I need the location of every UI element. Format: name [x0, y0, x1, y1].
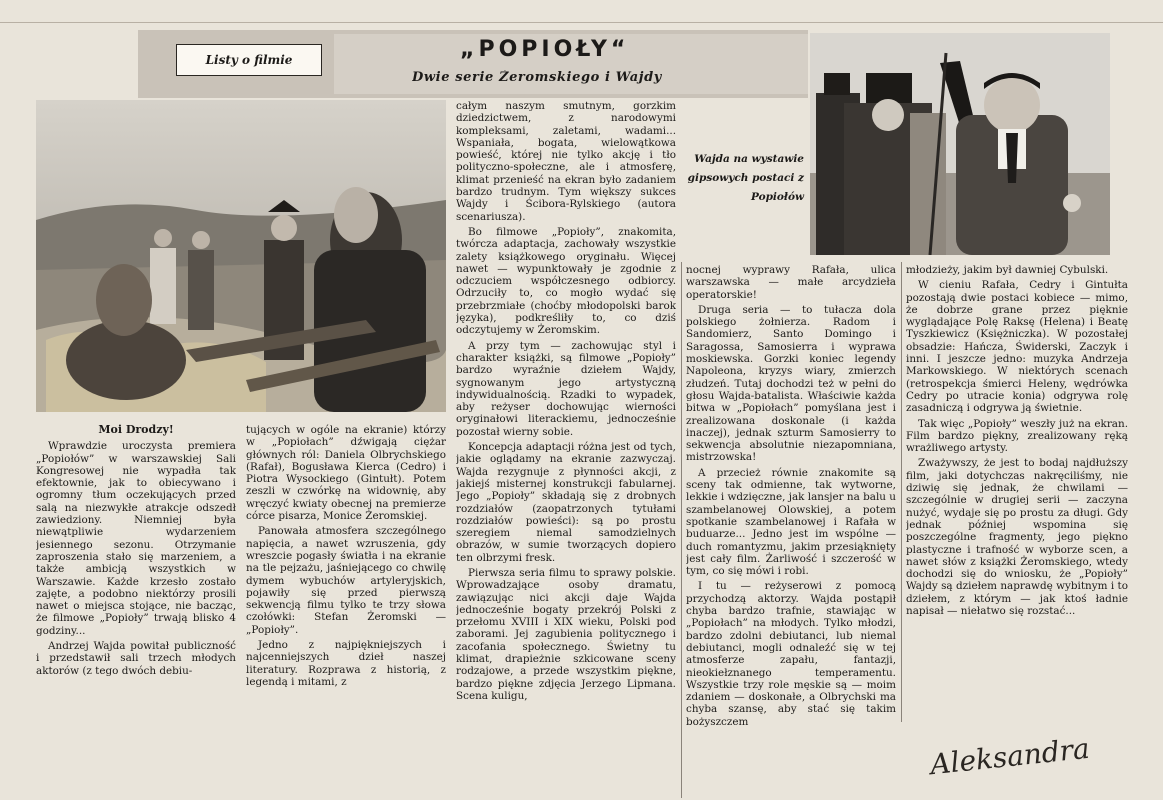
paragraph: W cieniu Rafała, Cedry i Gintułta pozostają dwie postaci kobiece — mimo, że dobrze grane przez pięknie wyglądające Polę Raksę (Helena) i Beatę Tyszkiewicz (Księżniczka). W pozostałej obsadzie: Hańcza, Świderski, Zaczyk i inni. I jeszcze jedno: muzyka Andrzeja Markowskiego. W niektórych scenach (retrospekcja śmierci Heleny, wędrówka Cedry po utracie konia) odgrywa rolę zasadniczą i odgrywa ją świetnie.: [906, 279, 1128, 415]
paragraph: Bo filmowe „Popioły”, znakomita, twórcza adaptacja, zachowały wszystkie zalety książkowego oryginału. Więcej nawet — wypunktowały je zgodnie z odczuciem współczesnego odbiorcy. Odrzuciły to, co mogło wydać się przebrzmiałe (choćby młodopolski barok języka), podkreśliły to, co dziś odczytujemy w Żeromskim.: [456, 225, 676, 337]
column-1: [36, 424, 236, 798]
section-kicker: [176, 44, 322, 76]
column-4: [686, 264, 896, 798]
paragraph: Jedno z najpiękniejszych i najcenniejszych dzieł naszej literatury. Rozprawa z historią, z legendą i mitami, z: [246, 639, 446, 688]
paragraph: Pierwsza seria filmu to sprawy polskie. Wprowadzające osoby dramatu, zawiązując nici akcji daje Wajda jednocześnie bogaty przekrój Polski z przełomu XVIII i XIX wieku, Polski pod zaborami. Jej zagubienia politycznego i zacofania społecznego. Świetny tu klimat, drapieżnie szkicowane sceny rodzajowe, a przede wszystkim piękne, bardzo piękne zdjęcia Jerzego Lipmana. Scena kuligu,: [456, 566, 676, 702]
column-5: [906, 264, 1128, 720]
paragraph: Zważywszy, że jest to bodaj najdłuższy film, jaki dotychczas nakręciliśmy, nie dziwię się jednak, że chwilami — szczególnie w drugiej serii — zaczyna nużyć, wydaje się po prostu za długi. Gdy jednak później wspomina się poszczególne fragmenty, jego piękno plastyczne i trafność w wyborze scen, a nawet słów z książki Żeromskiego, wtedy dochodzi się do wniosku, że „Popioły” Wajdy są dziełem naprawdę wybitnym i to dziełem, z którym — jak ktoś ładnie napisał — niełatwo się rozstać...: [906, 457, 1128, 618]
column-divider: [681, 262, 682, 798]
paragraph: tujących w ogóle na ekranie) którzy w „Popiołach” dźwigają ciężar głównych ról: Daniela Olbrychskiego (Rafał), Bogusława Kierca (Cedro) i Piotra Wysockiego (Gintułt). Potem zeszli w czwórkę na widownię, aby wręczyć kwiaty obecnej na premierze córce pisarza, Monice Żeromskiej.: [246, 424, 446, 523]
paragraph: Panowała atmosfera szczególnego napięcia, a nawet wzruszenia, gdy wreszcie pogasły światła i na ekranie na tle pejzażu, jaśniejącego co chwilę dymem wybuchów artyleryjskich, pojawiły się przed pierwszą sekwencją filmu tylko te trzy słowa czołówki: Stefan Żeromski — „Popioły”.: [246, 525, 446, 636]
column-divider: [901, 262, 902, 722]
top-rule: [0, 22, 1163, 23]
paragraph: Tak więc „Popioły” weszły już na ekran. Film bardzo piękny, zrealizowany ręką wrażliwego artysty.: [906, 417, 1128, 455]
greeting: Moi Drodzy!: [98, 424, 174, 436]
paragraph: I tu — reżyserowi z pomocą przychodzą aktorzy. Wajda postąpił chyba bardzo trafnie, stawiając w „Popiołach” na młodych. Tylko młodzi, bardzo zdolni debiutanci, lub niemal debiutanci, mogli odnaleźć się w tej atmosferze zapału, fantazji, nieokiełznanego temperamentu. Wszystkie trzy role męskie są — moim zdaniem — doskonałe, a Olbrychski ma chyba szansę, aby stać się takim bożyszczem: [686, 580, 896, 728]
side-photo: [810, 33, 1110, 255]
paragraph: Koncepcja adaptacji różna jest od tych, jakie oglądamy na ekranie zazwyczaj. Wajda rezygnuje z płynności akcji, z jakiejś misternej konstrukcji fabularnej. Jego „Popioły” składają się z drobnych rozdziałów (zaopatrzonych tytułami rozdziałów powieści): są po prostu szeregiem niemal samodzielnych obrazów, w sumie tworzących dopiero ten olbrzymi fresk.: [456, 441, 676, 564]
side-photo-caption: Wajda na wystawie gipsowych postaci z Popiołów: [687, 153, 804, 203]
column-3: [456, 100, 676, 798]
article-subtitle: Dwie serie Żeromskiego i Wajdy: [412, 70, 662, 85]
exhibition-plaster-figures-icon: [810, 33, 1110, 255]
paragraph: Druga seria — to tułacza dola polskiego żołnierza. Radom i Sandomierz, Santo Domingo i Saragossa, Samosierra i wyprawa moskiewska. Gorzki koniec legendy Napoleona, kryzys wiary, zmierzch złudzeń. Tutaj dochodzi też w pełni do głosu Wajda-batalista. Właściwie każda bitwa w „Popiołach” pomyślana jest i zrealizowana doskonale (i każda inaczej), jednak szturm Samosierry to sekwencja absolutnie niezapomniana, mistrzowska!: [686, 303, 896, 464]
column-2: [246, 424, 446, 798]
main-photo: [36, 100, 446, 412]
paragraph: całym naszym smutnym, gorzkim dziedzictwem, z narodowymi kompleksami, zaletami, wadami... Wspaniała, bogata, wielowątkowa powieść, której nie tylko akcję i tło polityczno-społeczne, ale i atmosferę, klimat przenieść na ekran było zadaniem bardzo trudnym. Tym większy sukces Wajdy i Ścibora-Rylskiego (autora scenariusza).: [456, 100, 676, 223]
paragraph: A przy tym — zachowując styl i charakter książki, są filmowe „Popioły” bardzo wyraźnie dziełem Wajdy, sygnowanym jego artystyczną indywidualnością. Rzadki to wypadek, aby reżyser dochowując wierności oryginałowi literackiemu, jednocześnie pozostał wierny sobie.: [456, 339, 676, 438]
kicker-label: Listy o filmie: [205, 53, 293, 67]
article-title: „POPIOŁY“: [460, 37, 630, 62]
paragraph: nocnej wyprawy Rafała, ulica warszawska — małe arcydzieła operatorskie!: [686, 264, 896, 301]
paragraph: Wprawdzie uroczysta premiera „Popiołów” w warszawskiej Sali Kongresowej nie wypadła tak efektownie, jak to obiecywano i ogromny tłum oczekujących przed salą na niezwykłe atrakcje odszedł zawiedziony. Niemniej była niewątpliwie wydarzeniem jesiennego sezonu. Otrzymanie zaproszenia stało się marzeniem, a także ambicją wszystkich w Warszawie. Każde krzesło zostało zajęte, a podobno niektórzy prosili nawet o miejsca stojące, nie bacząc, że filmowe „Popioły” trwają blisko 4 godziny...: [36, 440, 236, 637]
paragraph: Andrzej Wajda powitał publiczność i przedstawił sali trzech młodych aktorów (z tego dwóch debiu-: [36, 640, 236, 677]
paragraph: młodzieży, jakim był dawniej Cybulski.: [906, 264, 1109, 276]
paragraph: A przecież równie znakomite są sceny tak odmienne, tak wytworne, lekkie i wdzięczne, jak lansjer na balu u szambelanowej Olowskiej, a potem spotkanie szambelanowej i Rafała w buduarze... Jedno jest im wspólne — duch romantyzmu, jakim przesiąknięty jest cały film. Żarliwość i szczerość w tym, co się mówi i robi.: [686, 466, 896, 578]
author-signature: Aleksandra: [928, 731, 1092, 782]
film-still-napoleon-soldiers-icon: [36, 100, 446, 412]
